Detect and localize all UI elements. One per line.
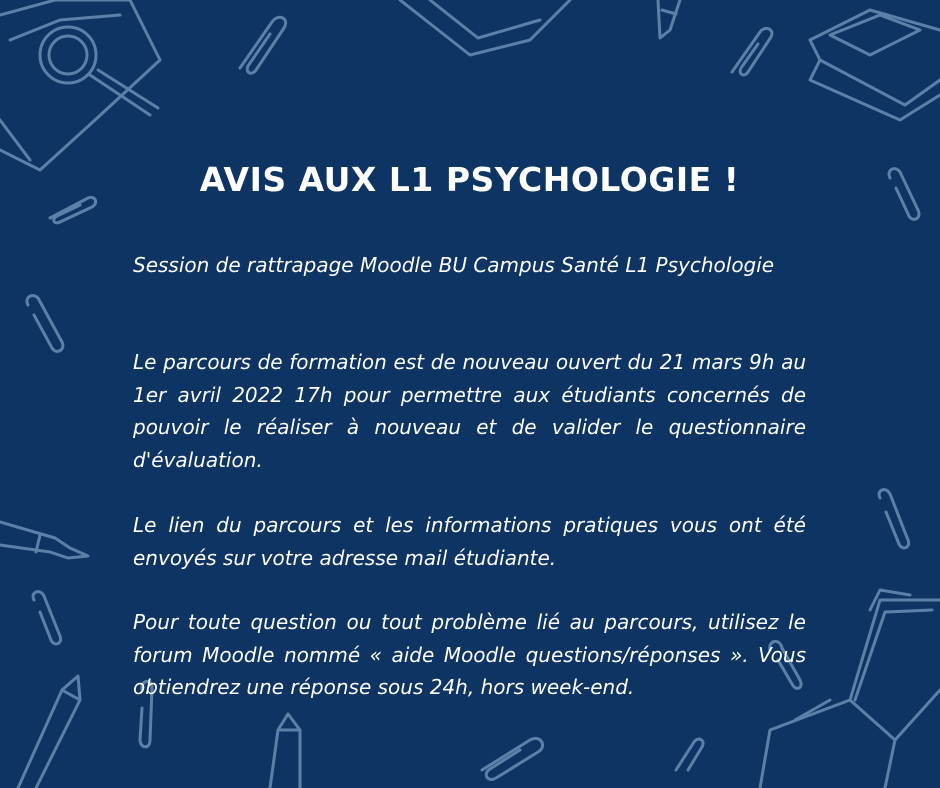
magnifier-icon [40, 27, 158, 115]
book-icon [400, 0, 570, 55]
paperclip-icon [482, 738, 543, 779]
pencil-icon [18, 676, 80, 788]
pencil-icon [270, 714, 300, 788]
support-paragraph: Pour toute question ou tout problème lié au parcours, utilisez le forum Moodle nommé « aide Moodle questions/réponses ». Vous obtiendrez une réponse sous 24h, hors week-end. [133, 610, 806, 699]
paperclip-icon [50, 197, 96, 222]
pen-icon [0, 522, 88, 558]
paperclip-icon [33, 592, 61, 644]
pencil-icon [658, 0, 680, 38]
paperclip-icon [732, 28, 772, 75]
paperclip-icon [240, 17, 286, 73]
session-paragraph: Session de rattrapage Moodle BU Campus Santé L1 Psychologie [133, 253, 775, 277]
paperclip-icon [889, 169, 919, 220]
book-icon [810, 10, 940, 120]
link-info-paragraph: Le lien du parcours et les informations pratiques vous ont été envoyés sur votre adresse mail étudiante. [133, 513, 806, 570]
page-title: AVIS AUX L1 PSYCHOLOGIE ! [199, 160, 740, 199]
dates-paragraph: Le parcours de formation est de nouveau ouvert du 21 mars 9h au 1er avril 2022 17h pour permettre aux étudiants concernés de pouvoir le réaliser à nouveau et de valider le questionnaire d'évaluation. [133, 350, 806, 472]
book-icon [0, 0, 160, 170]
paperclip-icon [879, 490, 909, 548]
paperclip-icon [676, 739, 703, 770]
paperclip-icon [27, 296, 63, 352]
